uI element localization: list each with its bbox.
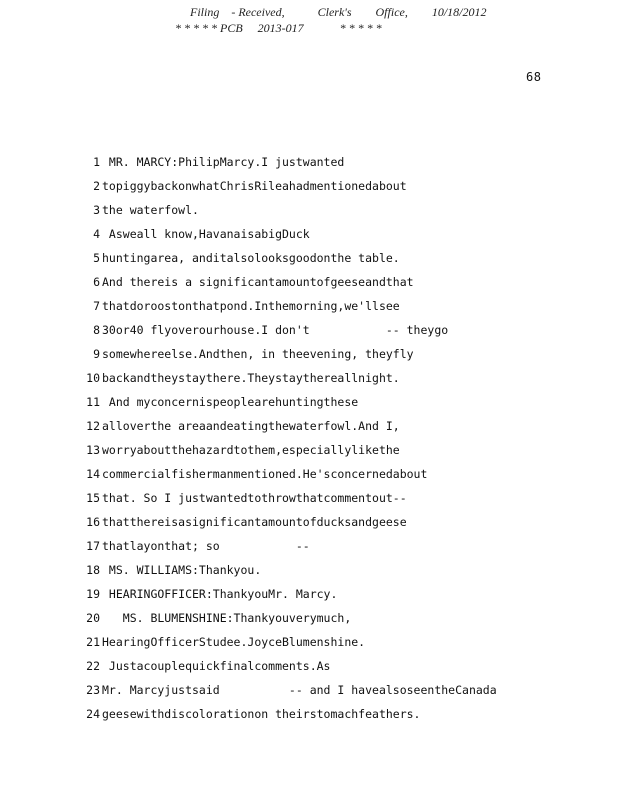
line-text: 30or40 flyoverourhouse.I don't -- theygo xyxy=(102,323,449,337)
line-number: 11 xyxy=(86,395,100,409)
line-text: geesewithdiscolorationon theirstomachfeathers. xyxy=(102,707,421,721)
line-text: Justacouplequickfinalcomments.As xyxy=(102,659,331,673)
line-number: 17 xyxy=(86,539,100,553)
transcript-line xyxy=(80,440,580,464)
line-text: huntingarea, anditalsolooksgoodonthe table. xyxy=(102,251,400,265)
line-number: 2 xyxy=(93,179,100,193)
line-number: 7 xyxy=(93,299,100,313)
line-text: MR. MARCY:PhilipMarcy.I justwanted xyxy=(102,155,345,169)
line-text: that. So I justwantedtothrowthatcommentout-- xyxy=(102,491,407,505)
line-number: 10 xyxy=(86,371,100,385)
transcript-line xyxy=(80,536,580,560)
line-number: 9 xyxy=(93,347,100,361)
transcript-line xyxy=(80,200,580,224)
line-number: 23 xyxy=(86,683,100,697)
transcript-line xyxy=(80,368,580,392)
page-number: 68 xyxy=(526,70,542,84)
line-text: HEARINGOFFICER:ThankyouMr. Marcy. xyxy=(102,587,338,601)
transcript-line xyxy=(80,344,580,368)
line-text: the waterfowl. xyxy=(102,203,199,217)
filing-stamp-line-1: Filing - Received, Clerk's Office, 10/18/2012 xyxy=(190,5,487,19)
line-number: 21 xyxy=(86,635,100,649)
line-number: 18 xyxy=(86,563,100,577)
line-number: 5 xyxy=(93,251,100,265)
line-text: somewhereelse.Andthen, in theevening, theyfly xyxy=(102,347,414,361)
transcript-line xyxy=(80,176,580,200)
transcript-body xyxy=(80,152,580,728)
line-text: thatlayonthat; so -- xyxy=(102,539,310,553)
line-number: 12 xyxy=(86,419,100,433)
line-number: 22 xyxy=(86,659,100,673)
transcript-line xyxy=(80,416,580,440)
line-text: Mr. Marcyjustsaid -- and I havealsoseentheCanada xyxy=(102,683,497,697)
transcript-line xyxy=(80,224,580,248)
line-text: HearingOfficerStudee.JoyceBlumenshine. xyxy=(102,635,366,649)
transcript-line xyxy=(80,656,580,680)
transcript-line xyxy=(80,608,580,632)
line-number: 14 xyxy=(86,467,100,481)
line-text: MS. BLUMENSHINE:Thankyouverymuch, xyxy=(102,611,352,625)
line-number: 13 xyxy=(86,443,100,457)
transcript-line xyxy=(80,392,580,416)
line-number: 15 xyxy=(86,491,100,505)
line-number: 1 xyxy=(93,155,100,169)
transcript-line xyxy=(80,272,580,296)
transcript-line xyxy=(80,680,580,704)
line-text: And myconcernispeoplearehuntingthese xyxy=(102,395,359,409)
line-text: alloverthe areaandeatingthewaterfowl.And I, xyxy=(102,419,400,433)
line-text: thatthereisasignificantamountofducksandgeese xyxy=(102,515,407,529)
transcript-line xyxy=(80,248,580,272)
line-text: Asweall know,HavanaisabigDuck xyxy=(102,227,310,241)
line-text: And thereis a significantamountofgeeseandthat xyxy=(102,275,414,289)
transcript-line xyxy=(80,560,580,584)
line-text: topiggybackonwhatChrisRileahadmentionedabout xyxy=(102,179,407,193)
line-text: commercialfishermanmentioned.He'sconcernedabout xyxy=(102,467,428,481)
line-number: 24 xyxy=(86,707,100,721)
transcript-line xyxy=(80,584,580,608)
line-text: backandtheystaythere.Theystaythereallnight. xyxy=(102,371,400,385)
transcript-line xyxy=(80,320,580,344)
filing-stamp-line-2: * * * * * PCB 2013-017 * * * * * xyxy=(175,21,382,35)
transcript-line xyxy=(80,704,580,728)
line-text: MS. WILLIAMS:Thankyou. xyxy=(102,563,262,577)
transcript-line xyxy=(80,152,580,176)
transcript-line xyxy=(80,296,580,320)
line-number: 20 xyxy=(86,611,100,625)
transcript-line xyxy=(80,464,580,488)
line-number: 8 xyxy=(93,323,100,337)
line-text: worryaboutthehazardtothem,especiallylikethe xyxy=(102,443,400,457)
line-number: 3 xyxy=(93,203,100,217)
line-number: 6 xyxy=(93,275,100,289)
transcript-line xyxy=(80,512,580,536)
transcript-line xyxy=(80,488,580,512)
transcript-line xyxy=(80,632,580,656)
line-text: thatdoroostonthatpond.Inthemorning,we'llsee xyxy=(102,299,400,313)
line-number: 19 xyxy=(86,587,100,601)
line-number: 16 xyxy=(86,515,100,529)
line-number: 4 xyxy=(93,227,100,241)
